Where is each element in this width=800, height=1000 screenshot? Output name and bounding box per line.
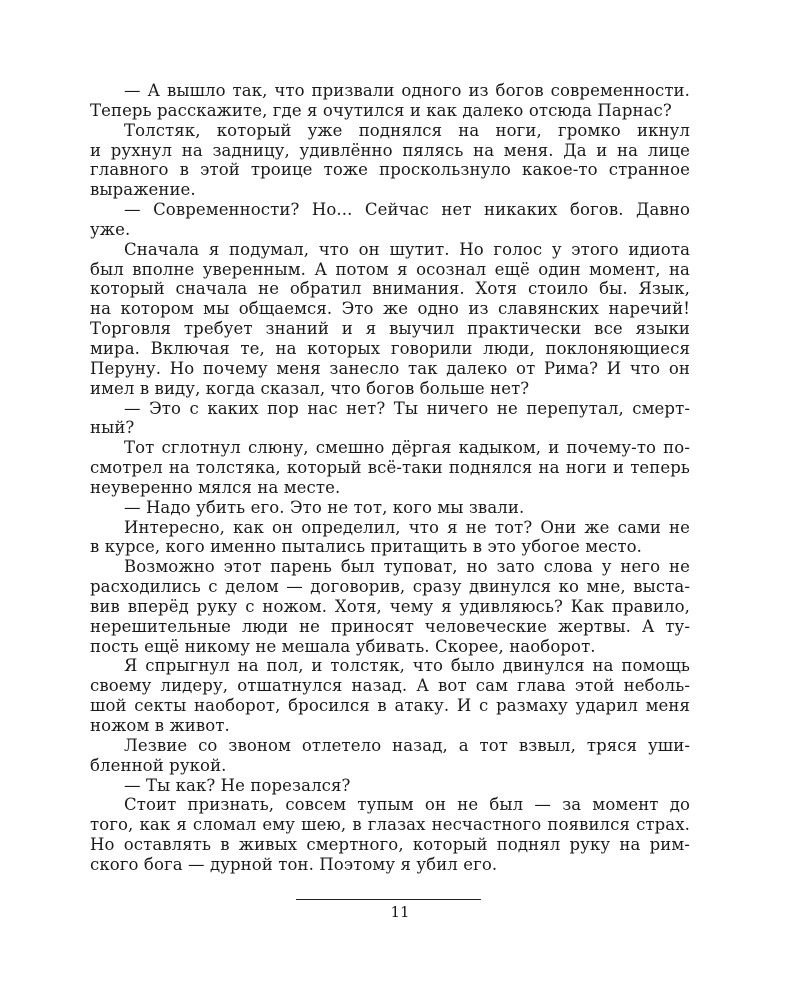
- paragraph-line: который сначала не обратил внимания. Хотя стоило бы. Язык,: [90, 279, 690, 299]
- paragraph-first-line: Стоит признать, совсем тупым он не был — за момент до: [124, 795, 690, 815]
- paragraph-first-line: — Надо убить его. Это не тот, кого мы звали.: [124, 497, 525, 517]
- paragraph-line: пость ещё никому не мешала убивать. Скорее, наоборот.: [90, 636, 596, 656]
- paragraph-line: нерешительные люди не приносят человеческие жертвы. А ту-: [90, 616, 690, 636]
- paragraph-line: расходились с делом — договорив, сразу двинулся ко мне, выста-: [90, 577, 690, 597]
- paragraph-line: главного в этой троице тоже проскользнуло какое-то странное: [90, 160, 690, 180]
- paragraph-line: выражение.: [90, 180, 196, 200]
- paragraph-first-line: Тот сглотнул слюну, смешно дёргая кадыком, и почему-то по-: [124, 438, 690, 458]
- paragraph-line: неуверенно мялся на месте.: [90, 477, 341, 497]
- paragraph-line: Перуну. Но почему меня занесло так далеко от Рима? И что он: [90, 358, 690, 378]
- paragraph-first-line: Сначала я подумал, что он шутит. Но голос у этого идиота: [124, 239, 690, 259]
- paragraph-line: и рухнул на задницу, удивлённо пялясь на меня. Да и на лице: [90, 140, 690, 160]
- paragraph-line: ножом в живот.: [90, 716, 230, 735]
- paragraph-line: своему лидеру, отшатнулся назад. А вот сам глава этой неболь-: [90, 676, 690, 696]
- paragraph-first-line: Интересно, как он определил, что я не тот? Они же сами не: [124, 517, 690, 537]
- paragraph-first-line: Я спрыгнул на пол, и толстяк, что было двинулся на помощь: [124, 656, 690, 676]
- paragraph-first-line: — Это с каких пор нас нет? Ты ничего не перепутал, смерт-: [124, 398, 690, 418]
- paragraph-line: имел в виду, когда сказал, что богов больше нет?: [90, 378, 530, 398]
- paragraph-first-line: Возможно этот парень был туповат, но зато слова у него не: [124, 557, 690, 577]
- paragraph-line: Торговля требует знаний и я выучил практически все языки: [90, 319, 690, 339]
- page-number: 11: [390, 903, 410, 921]
- paragraph-line: уже.: [90, 219, 131, 239]
- paragraph-line: был вполне уверенным. А потом я осознал ещё один момент, на: [90, 259, 690, 279]
- book-page-body: [90, 81, 690, 875]
- paragraph-line: шой секты наоборот, бросился в атаку. И с размаху ударил меня: [90, 696, 690, 716]
- paragraph-line: бленной рукой.: [90, 755, 227, 775]
- paragraph-line: мира. Включая те, на которых говорили люди, поклоняющиеся: [90, 338, 690, 358]
- paragraph-first-line: Лезвие со звоном отлетело назад, а тот взвыл, тряся уши-: [124, 735, 690, 755]
- paragraph-first-line: — Ты как? Не порезался?: [124, 775, 351, 795]
- paragraph-line: вив вперёд руку с ножом. Хотя, чему я удивляюсь? Как правило,: [90, 596, 690, 616]
- paragraph-line: смотрел на толстяка, который всё-таки поднялся на ноги и теперь: [90, 458, 690, 478]
- paragraph-line: ный?: [90, 418, 135, 438]
- paragraph-first-line: Толстяк, который уже поднялся на ноги, громко икнул: [124, 120, 690, 140]
- paragraph-line: на котором мы общаемся. Это же одно из славянских наречий!: [90, 299, 690, 319]
- paragraph-line: в курсе, кого именно пытались притащить в это убогое место.: [90, 537, 643, 557]
- paragraph-line: Теперь расскажите, где я очутился и как далеко отсюда Парнас?: [90, 100, 672, 120]
- footer-rule: [296, 899, 481, 900]
- paragraph-line: Но оставлять в живых смертного, который поднял руку на рим-: [90, 835, 690, 855]
- paragraph-line: того, как я сломал ему шею, в глазах несчастного появился страх.: [90, 815, 690, 835]
- paragraph-line: ского бога — дурной тон. Поэтому я убил его.: [90, 854, 498, 874]
- paragraph-first-line: — А вышло так, что призвали одного из богов современности.: [124, 81, 690, 100]
- paragraph-first-line: — Современности? Но... Сейчас нет никаких богов. Давно: [124, 200, 690, 220]
